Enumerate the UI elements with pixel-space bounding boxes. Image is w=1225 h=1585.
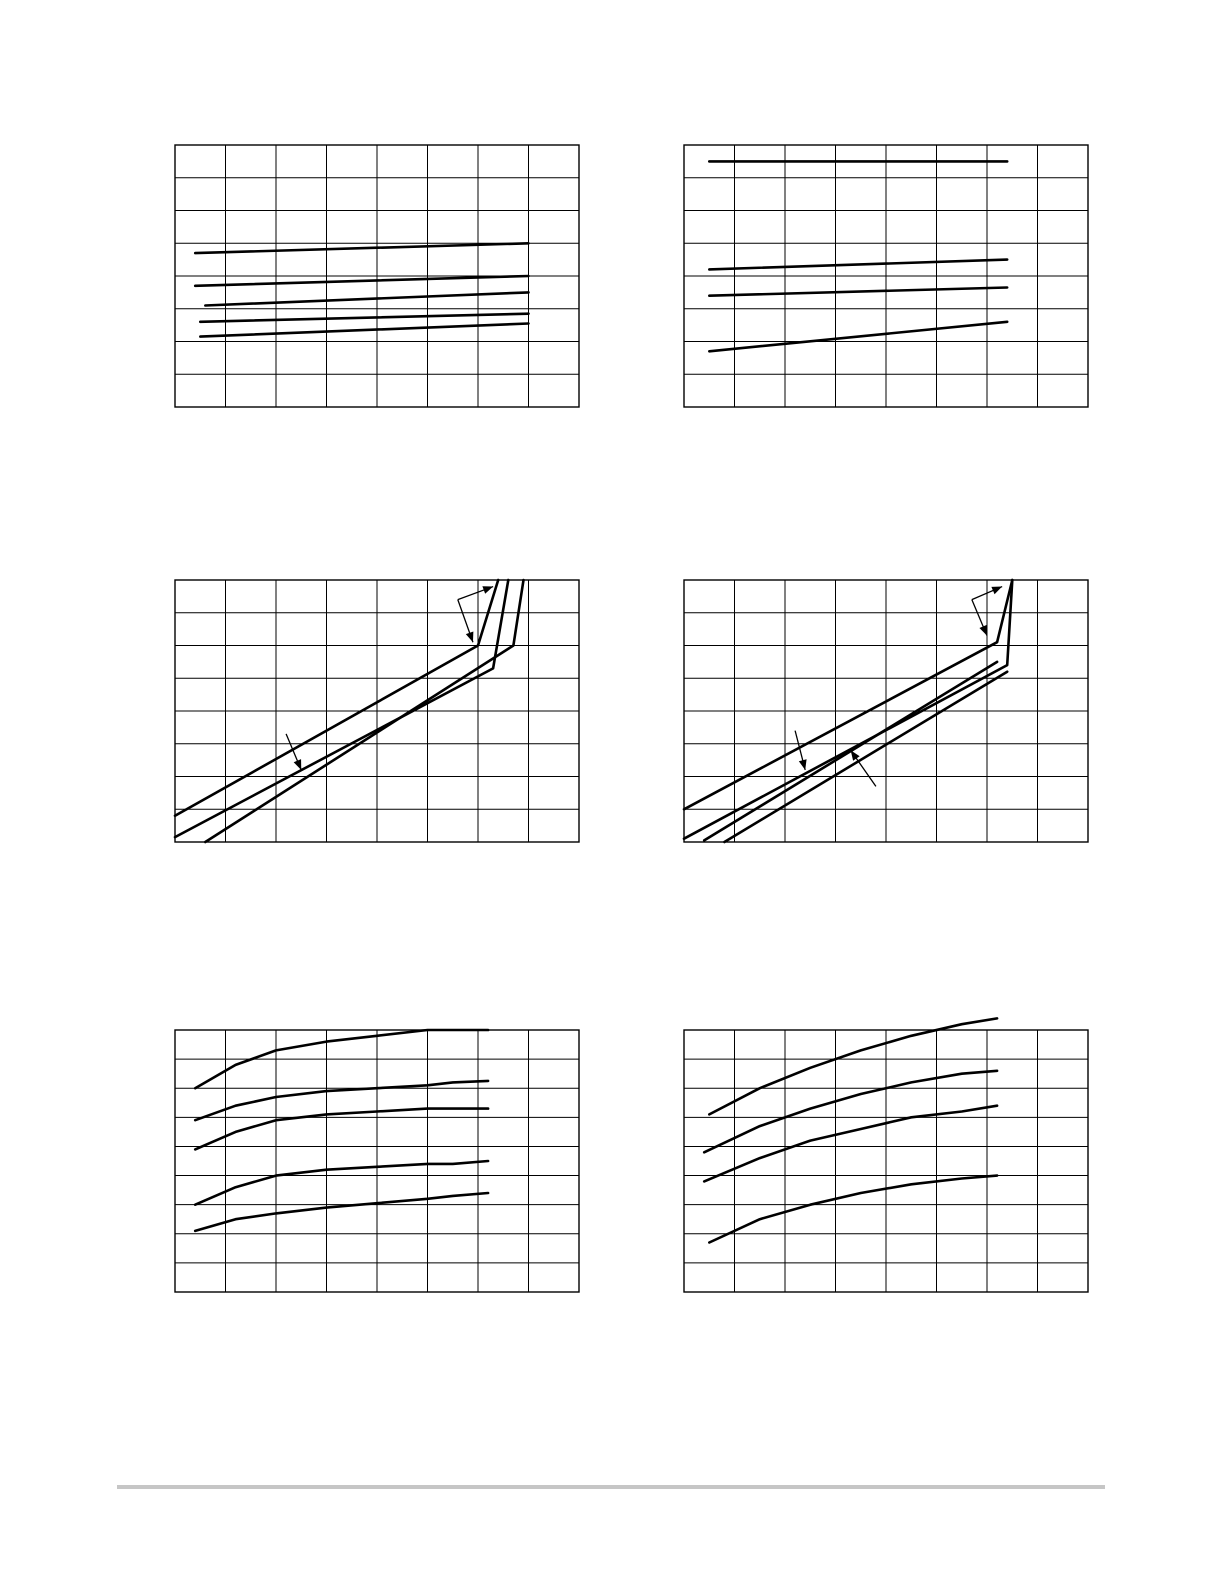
chart-3-svg [175,580,579,842]
chart-2 [684,145,1088,407]
chart-6 [684,1030,1088,1292]
chart-6-svg [684,1030,1088,1292]
footer-rule [117,1485,1105,1489]
chart-3 [175,580,579,842]
chart-4 [684,580,1088,842]
chart-1-svg [175,145,579,407]
chart-4-svg [684,580,1088,842]
chart-1 [175,145,579,407]
chart-5-svg [175,1030,579,1292]
chart-5 [175,1030,579,1292]
chart-2-svg [684,145,1088,407]
